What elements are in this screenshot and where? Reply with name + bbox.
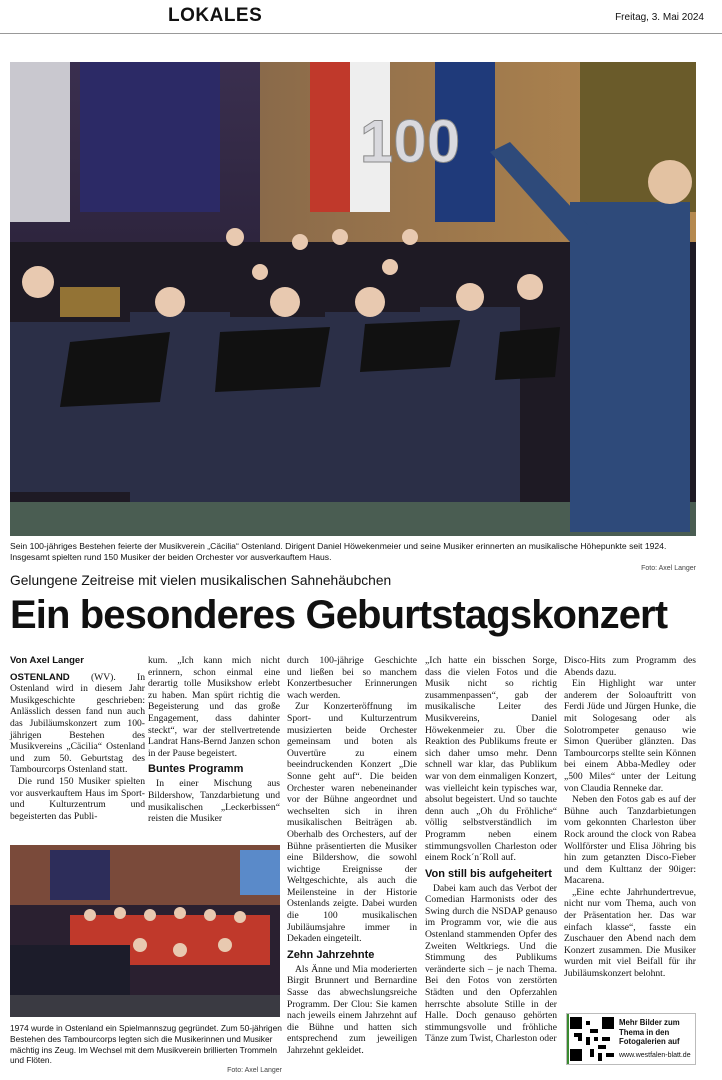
tambourcorps-photo — [10, 845, 280, 1017]
paragraph: Die rund 150 Musiker spielten vor ausverkauftem Haus im Sport- und Kulturzentrum und begeisterten das Publi- — [10, 775, 145, 822]
paragraph: Disco-Hits zum Programm des Abends dazu. — [564, 655, 696, 678]
issue-date: Freitag, 3. Mai 2024 — [615, 12, 704, 23]
article-column-2 — [148, 655, 280, 825]
dateline-place: OSTENLAND — [10, 671, 70, 683]
concert-illustration — [10, 62, 696, 536]
photo-credit: Foto: Axel Langer — [641, 565, 696, 572]
paragraph: „Ich hatte ein bisschen Sorge, dass die vielen Fotos und die Musik nicht so richtig zusammenpassen“, gab der musikalische Leiter des Musikvereins, Daniel Höwekenmeier zu. Über die Reaktion des Publikums freute er sich daher umso mehr. Denn schnell war klar, das Publikum war von dem einmaligen Konzert, was vielleicht kein typisches war, absolut begeistert. Und so tauchte denn auch „Oh du Fröhliche“ völlig selbstverständlich im Programm neben einem stimmungsvollen Charleston oder einem Rock´n´Roll auf. — [425, 655, 557, 864]
balloon-number: 100 — [360, 108, 461, 175]
photo-gallery-promo[interactable] — [566, 1013, 696, 1065]
page-header — [0, 0, 722, 34]
article-column-4 — [425, 655, 557, 1045]
kicker: Gelungene Zeitreise mit vielen musikalischen Sahnehäubchen — [10, 573, 392, 588]
author: Von Axel Langer — [10, 655, 84, 666]
paragraph: Zur Konzerteröffnung im Sport- und Kulturzentrum musizierten beide Orchester gemeinsam und boten als Ouvertüre zu einem beeindruckenden Konzert „Die Sonne geht auf“. Die beiden Orchester waren nebeneinander vor der Bühne angeordnet und wechselten sich in ihren musikalischen Beiträgen ab. Oberhalb des Orchesters, auf der Bühne präsentierten die Musiker eine Bildershow, die sowohl wichtige Ereignisse der Weltgeschichte, als auch die Meilensteine in der Historie Ostenlands zeigte. Dabei wurden die 100 musikalischen Jubiläumsjahre immer in Dekaden eingeteilt. — [287, 701, 417, 945]
paragraph: (WV). In Ostenland wird in diesem Jahr Musikgeschichte geschrieben: Anlässlich dessen fand nun auch das Jubiläumskonzert zum 100-jährigen Bestehen des Musikvereins „Cäcilia“ Ostenland und zum 50. Geburtstag des Tambourcorps Ostenland statt. — [10, 671, 145, 776]
paragraph: Ein Highlight war unter anderem der Soloauftritt von Ferdi Jüde und Jürgen Hunke, die mit Sologesang oder als Solotrompeter genauso wie Simon Querüber glänzten. Das Tambourcorps stellte sein Können bei einem Abba-Medley oder „500 Miles“ unter der Leitung von Claudia Renneke dar. — [564, 678, 696, 794]
small-photo-caption — [10, 1023, 282, 1077]
paragraph: „Eine echte Jahrhundertrevue, nicht nur vom Thema, auch von der Präsentation her. Das war einfach klasse“, fasste ein Zuschauer den Abend nach dem Konzert zusammen. Die Musiker wurden mit viel Beifall für ihr Jubiläumskonzert belohnt. — [564, 886, 696, 980]
headline: Ein besonderes Geburtstagskonzert — [10, 593, 668, 637]
paragraph: Dabei kam auch das Verbot der Comedian Harmonists oder des Swing durch die NSDAP genauso im Programm vor, wie die aus Ostenland stammenden Opfer des Zweiten Weltkriegs. Und die Stimmung des Publikums veränderte sich – je nach Thema. Bei den Fotos von zerstörten Städten und den Opferzahlen herrschte absolute Stille in der Halle. Doch genauso gehörten stimmungsvolle und fröhliche Tänze zum Twist, Charleston oder — [425, 882, 557, 1045]
article-column-1 — [10, 655, 145, 822]
paragraph: kum. „Ich kann mich nicht erinnern, schon einmal eine derartig tolle Musikshow erlebt zu haben. Man spürt richtig die Begeisterung und das große Engagement, dass dahinter steckt“, war der stellvertretende Landrat Hans-Bernd Janzen schon in der Pause begeistert. — [148, 655, 280, 759]
subheading: Zehn Jahrzehnte — [287, 948, 375, 961]
tambourcorps-illustration — [10, 845, 280, 1017]
paragraph: In einer Mischung aus Bildershow, Tanzdarbietung und musikalischen „Leckerbissen“ reisten die Musiker — [148, 778, 280, 825]
paragraph: Neben den Fotos gab es auf der Bühne auch Tanzdarbietungen vom gekonnten Charleston über Rock around the clock von Rabea Wollförster und Elisa Jöhring bis hin zum getanzten Disco-Fieber und dem Kulttanz der 90iger: Macarena. — [564, 794, 696, 887]
article-column-3 — [287, 655, 417, 1057]
photo-credit: Foto: Axel Langer — [227, 1067, 282, 1075]
section-title: LOKALES — [168, 5, 263, 26]
subheading: Buntes Programm — [148, 763, 244, 776]
promo-text: Mehr Bilder zum Thema in den Fotogalerien auf — [619, 1018, 680, 1047]
article-column-5 — [564, 655, 696, 980]
subheading: Von still bis aufgeheitert — [425, 867, 552, 880]
paragraph: Als Änne und Mia moderierten Birgit Brunnert und Bernardine Sasse das abwechslungsreiche Programm. Der Clou: Sie kamen nach jeweils einem Jahrzehnt auf die Bühne und hatten sich entsprechend zum jeweiligen Jahrzehnt gekleidet. — [287, 963, 417, 1056]
main-photo — [10, 62, 696, 536]
accent-bar — [567, 1014, 569, 1064]
promo-url[interactable]: www.westfalen-blatt.de — [619, 1052, 691, 1059]
caption-text: 1974 wurde in Ostenland ein Spielmannszug gegründet. Zum 50-jährigen Bestehen des Tambourcorps legten sich die Musikerinnen und Musiker mächtig ins Zeug. Im Wechsel mit dem Musikverein brillierten Trommeln und Flöten. — [10, 1023, 282, 1066]
qr-code-icon[interactable] — [570, 1017, 614, 1061]
paragraph: durch 100-jährige Geschichte und ließen bei so manchem Konzertbesucher Erinnerungen wach werden. — [287, 655, 417, 701]
caption-text: Sein 100-jähriges Bestehen feierte der Musikverein „Cäcilia“ Ostenland. Dirigent Daniel Höwekenmeier und seine Musiker erinnerten an musikalische Höhepunkte seit 1924. Insgesamt spielten rund 150 Musiker der beiden Orchester vor ausverkauftem Haus. — [10, 541, 667, 562]
main-photo-caption — [10, 541, 696, 574]
